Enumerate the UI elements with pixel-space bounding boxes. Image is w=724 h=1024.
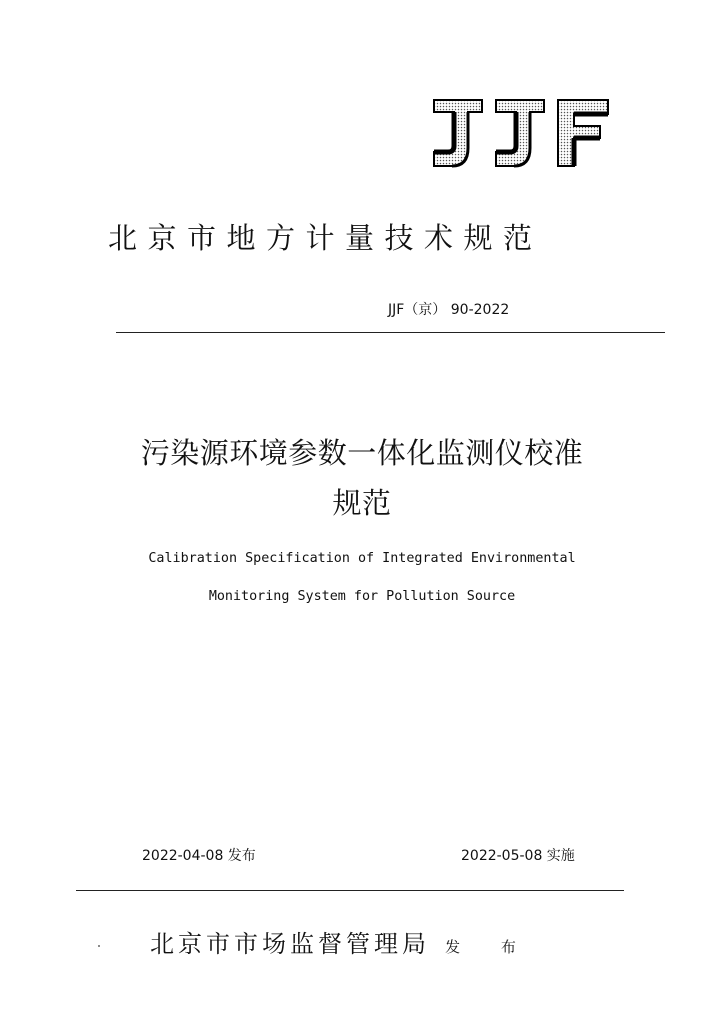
- english-title-line-1: Calibration Specification of Integrated Environmental: [148, 551, 576, 566]
- divider-top: [116, 332, 665, 333]
- english-title: [0, 540, 724, 616]
- english-title-line-2: Monitoring System for Pollution Source: [208, 589, 516, 604]
- jjf-logo: [430, 96, 610, 170]
- effective-date: 2022-05-08 实施: [461, 848, 575, 864]
- authority-title: 北京市地方计量技术规范: [108, 221, 543, 255]
- document-number: JJF（京） 90-2022: [388, 302, 510, 318]
- publisher-action: 发 布: [445, 938, 534, 956]
- stray-dot: [98, 945, 100, 947]
- chinese-title-line-2: 规范: [332, 486, 392, 520]
- chinese-title-line-1: 污染源环境参数一体化监测仪校准: [140, 436, 584, 470]
- publish-date: 2022-04-08 发布: [142, 848, 256, 864]
- publisher-line: [150, 924, 534, 959]
- chinese-title: [0, 428, 724, 528]
- divider-bottom: [76, 890, 624, 891]
- publisher-name: 北京市市场监督管理局: [150, 930, 430, 958]
